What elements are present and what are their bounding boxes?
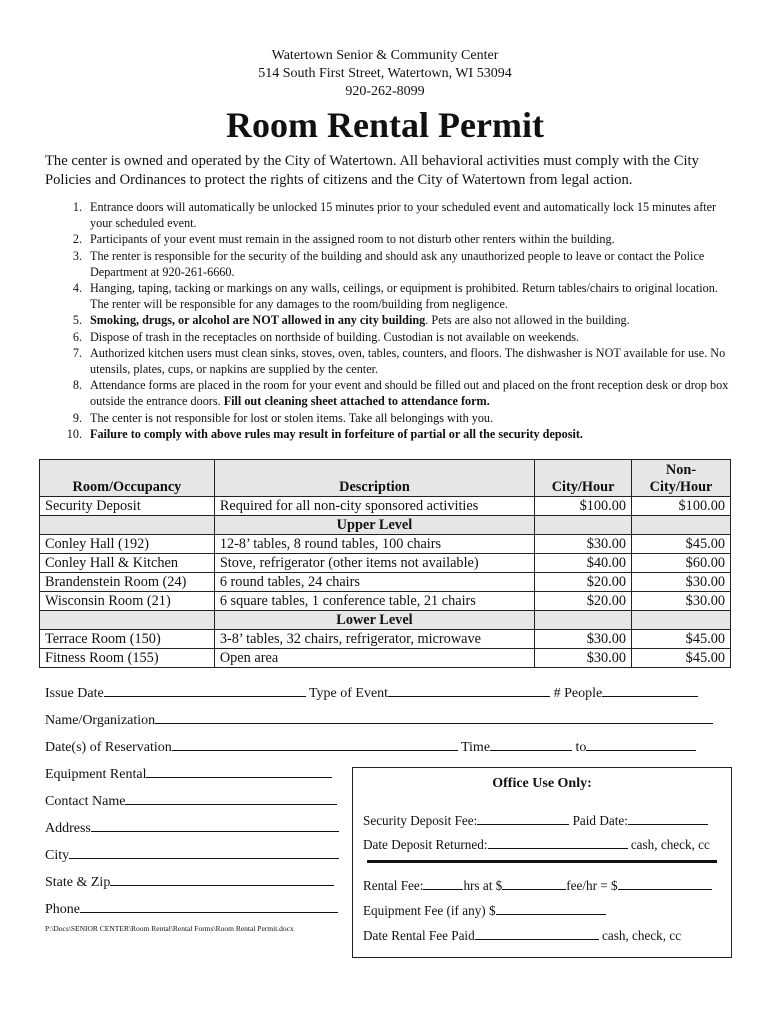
- city-row: City: [45, 844, 339, 864]
- name-org-field[interactable]: [155, 709, 713, 724]
- paid-date-field[interactable]: [628, 810, 708, 825]
- rule-item: 2. Participants of your event must remain in the assigned room to not disturb other renters within the building.: [72, 232, 615, 247]
- rental-fee-paid-field[interactable]: [475, 925, 599, 940]
- rule-item: 5. Smoking, drugs, or alcohol are NOT allowed in any city building. Pets are also not allowed in the building.: [72, 313, 630, 328]
- table-row: Security Deposit Required for all non-city sponsored activities $100.00 $100.00: [40, 497, 731, 516]
- deposit-returned-row: Date Deposit Returned: cash, check, cc: [363, 834, 710, 853]
- people-label: # People: [553, 686, 603, 701]
- rule-item: 9. The center is not responsible for lost or stolen items. Take all belongings with you.: [72, 410, 494, 425]
- rule-item: 4. Hanging, taping, tacking or markings on any walls, ceilings, or equipment is prohibited. Return tables/chairs to original location. The renter will be responsible for any damages to the room/building from negligence.: [72, 281, 718, 312]
- header-room: Room/Occupancy: [40, 460, 215, 497]
- table-row: Conley Hall & Kitchen Stove, refrigerator (other items not available) $40.00 $60.00: [40, 554, 731, 573]
- file-path: P:\Docs\SENIOR CENTER\Room Rental\Rental Forms\Room Rental Permit.docx: [45, 924, 294, 933]
- reservation-row: [45, 736, 696, 756]
- rates-table: [39, 459, 731, 668]
- table-row: Terrace Room (150) 3-8’ tables, 32 chairs, refrigerator, microwave $30.00 $45.00: [40, 630, 731, 649]
- to-label: to: [575, 740, 587, 755]
- rule-item: 7. Authorized kitchen users must clean sinks, stoves, oven, tables, counters, and floors. The dishwasher is NOT available for use. No utensils, plates, cups, or napkins are supplied by the center.: [72, 345, 726, 377]
- equipment-field[interactable]: [146, 763, 332, 778]
- table-row: Brandenstein Room (24) 6 round tables, 24 chairs $20.00 $30.00: [40, 573, 731, 592]
- rental-hours-field[interactable]: [423, 875, 463, 890]
- time-to-field[interactable]: [586, 736, 696, 751]
- address-field[interactable]: [91, 817, 339, 832]
- time-label: Time: [460, 740, 491, 755]
- rental-total-field[interactable]: [618, 875, 712, 890]
- org-name: Watertown Senior & Community Center: [271, 48, 499, 63]
- name-row: [45, 709, 713, 729]
- intro-paragraph: The center is owned and operated by the City of Watertown. All behavioral activities must comply with the City Policies and Ordinances to protect the rights of citizens and the City of Watertown from legal action.: [45, 153, 699, 188]
- dates-label: Date(s) of Reservation: [45, 740, 172, 755]
- type-of-event-field[interactable]: [388, 682, 550, 697]
- contact-name-field[interactable]: [125, 790, 337, 805]
- rule-item: 8. Attendance forms are placed in the room for your event and should be filled out and placed on the front reception desk or drop box outside the entrance doors. Fill out cleaning sheet attached to attendance form.: [72, 378, 729, 409]
- office-use-box: [352, 767, 732, 958]
- rules-list: [45, 199, 735, 442]
- state-zip-field[interactable]: [110, 871, 334, 886]
- upper-level-row: Upper Level: [40, 516, 731, 535]
- issue-date-field[interactable]: [104, 682, 306, 697]
- name-org-label: Name/Organization: [45, 713, 156, 728]
- table-row: Fitness Room (155) Open area $30.00 $45.00: [40, 649, 731, 668]
- people-field[interactable]: [602, 682, 698, 697]
- contact-row: Contact Name: [45, 790, 337, 810]
- lower-level-row: Lower Level: [40, 611, 731, 630]
- rule-item: 3. The renter is responsible for the security of the building and should ask any unauthorized people to leave or contact the Police Department at 920-261-6660.: [72, 248, 705, 279]
- office-title: Office Use Only:: [492, 776, 592, 791]
- equipment-fee-row: Equipment Fee (if any) $: [363, 900, 606, 919]
- header-description: Description: [214, 460, 534, 497]
- rental-fee-row: Rental Fee: hrs at $ fee/hr = $: [363, 875, 712, 894]
- header-noncity-hour: Non- City/Hour: [632, 460, 731, 497]
- equipment-row: Equipment Rental: [45, 763, 332, 783]
- table-row: Wisconsin Room (21) 6 square tables, 1 conference table, 21 chairs $20.00 $30.00: [40, 592, 731, 611]
- table-header-row: [40, 460, 731, 497]
- table-row: Conley Hall (192) 12-8’ tables, 8 round tables, 100 chairs $30.00 $45.00: [40, 535, 731, 554]
- phone-field[interactable]: [80, 898, 338, 913]
- issue-date-label: Issue Date: [45, 686, 104, 701]
- date-returned-field[interactable]: [488, 834, 628, 849]
- page-title: Room Rental Permit: [226, 105, 544, 145]
- org-phone: 920-262-8099: [345, 84, 425, 99]
- org-address: 514 South First Street, Watertown, WI 53094: [258, 66, 512, 81]
- issue-row: [45, 682, 735, 702]
- phone-row: Phone: [45, 898, 338, 918]
- address-row: Address: [45, 817, 339, 837]
- rule-item: 10. Failure to comply with above rules may result in forfeiture of partial or all the security deposit.: [66, 426, 583, 441]
- header-city-hour: City/Hour: [535, 460, 632, 497]
- rule-item: 6. Dispose of trash in the receptacles on northside of building. Custodian is not available on weekends.: [72, 329, 580, 344]
- rental-fee-paid-row: Date Rental Fee Paid cash, check, cc: [363, 925, 681, 944]
- security-fee-field[interactable]: [477, 810, 569, 825]
- security-deposit-row: Security Deposit Fee: Paid Date:: [363, 810, 708, 829]
- divider: [367, 860, 717, 863]
- equipment-fee-field[interactable]: [496, 900, 606, 915]
- rate-field[interactable]: [502, 875, 566, 890]
- time-from-field[interactable]: [490, 736, 572, 751]
- dates-field[interactable]: [172, 736, 458, 751]
- rule-item: 1. Entrance doors will automatically be unlocked 15 minutes prior to your scheduled event and automatically lock 15 minutes after your scheduled event.: [72, 200, 717, 231]
- type-of-event-label: Type of Event: [308, 686, 389, 701]
- state-zip-row: State & Zip: [45, 871, 334, 891]
- city-field[interactable]: [69, 844, 339, 859]
